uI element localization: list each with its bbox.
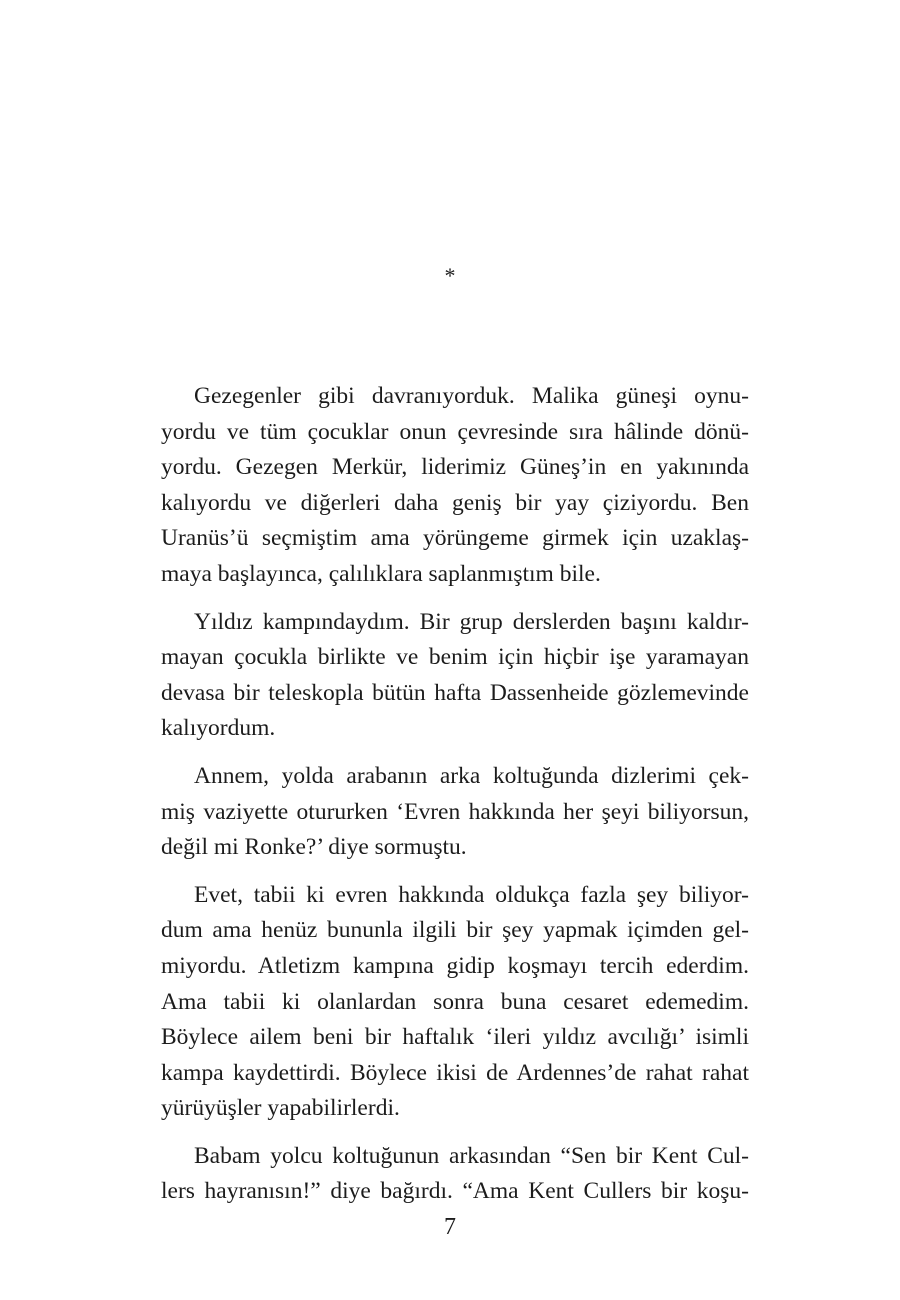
paragraph bbox=[161, 878, 749, 1127]
text-line: maya başlayınca, çalılıklara saplanmıştım bile. bbox=[161, 560, 601, 587]
text-line: kalıyordu ve diğerleri daha geniş bir yay çiziyordu. Ben bbox=[161, 489, 749, 516]
paragraph bbox=[161, 1139, 749, 1210]
text-line: dum ama henüz bununla ilgili bir şey yapmak içimden gel- bbox=[161, 917, 749, 944]
text-line: kalıyordum. bbox=[161, 715, 276, 742]
text-line: Annem, yolda arabanın arka koltuğunda dizlerimi çek- bbox=[194, 762, 749, 789]
paragraph bbox=[161, 759, 749, 866]
paragraph bbox=[161, 605, 749, 747]
text-line: yordu ve tüm çocuklar onun çevresinde sıra hâlinde dönü- bbox=[161, 418, 749, 445]
text-line: devasa bir teleskopla bütün hafta Dassenheide gözlemevinde bbox=[161, 679, 749, 706]
paragraph bbox=[161, 379, 749, 593]
text-line: miyordu. Atletizm kampına gidip koşmayı tercih ederdim. bbox=[161, 952, 749, 979]
text-line: Ama tabii ki olanlardan sonra buna cesaret edemedim. bbox=[161, 988, 749, 1015]
text-line: Gezegenler gibi davranıyorduk. Malika güneşi oynu- bbox=[194, 383, 749, 409]
text-line: miş vaziyette otururken ‘Evren hakkında her şeyi biliyorsun, bbox=[161, 798, 749, 825]
text-line: yürüyüşler yapabilirlerdi. bbox=[161, 1095, 400, 1122]
page-number: 7 bbox=[444, 1214, 456, 1240]
text-line: kampa kaydettirdi. Böylece ikisi de Ardennes’de rahat rahat bbox=[161, 1059, 749, 1086]
text-line: Yıldız kampındaydım. Bir grup derslerden başını kaldır- bbox=[194, 608, 749, 635]
text-line: yordu. Gezegen Merkür, liderimiz Güneş’in en yakınında bbox=[161, 454, 749, 481]
text-line: değil mi Ronke?’ diye sormuştu. bbox=[161, 834, 467, 861]
text-line: Böylece ailem beni bir haftalık ‘ileri yıldız avcılığı’ isimli bbox=[161, 1024, 749, 1051]
text-line: lers hayranısın!” diye bağırdı. “Ama Kent Cullers bir koşu- bbox=[161, 1178, 749, 1205]
body-text bbox=[161, 379, 749, 1210]
text-line: mayan çocukla birlikte ve benim için hiçbir işe yaramayan bbox=[161, 644, 749, 671]
section-ornament: * bbox=[444, 263, 456, 288]
text-line: Uranüs’ü seçmiştim ama yörüngeme girmek için uzaklaş- bbox=[161, 525, 749, 552]
text-line: Babam yolcu koltuğunun arkasından “Sen bir Kent Cul- bbox=[194, 1142, 749, 1169]
text-line: Evet, tabii ki evren hakkında oldukça fazla şey biliyor- bbox=[194, 881, 749, 908]
